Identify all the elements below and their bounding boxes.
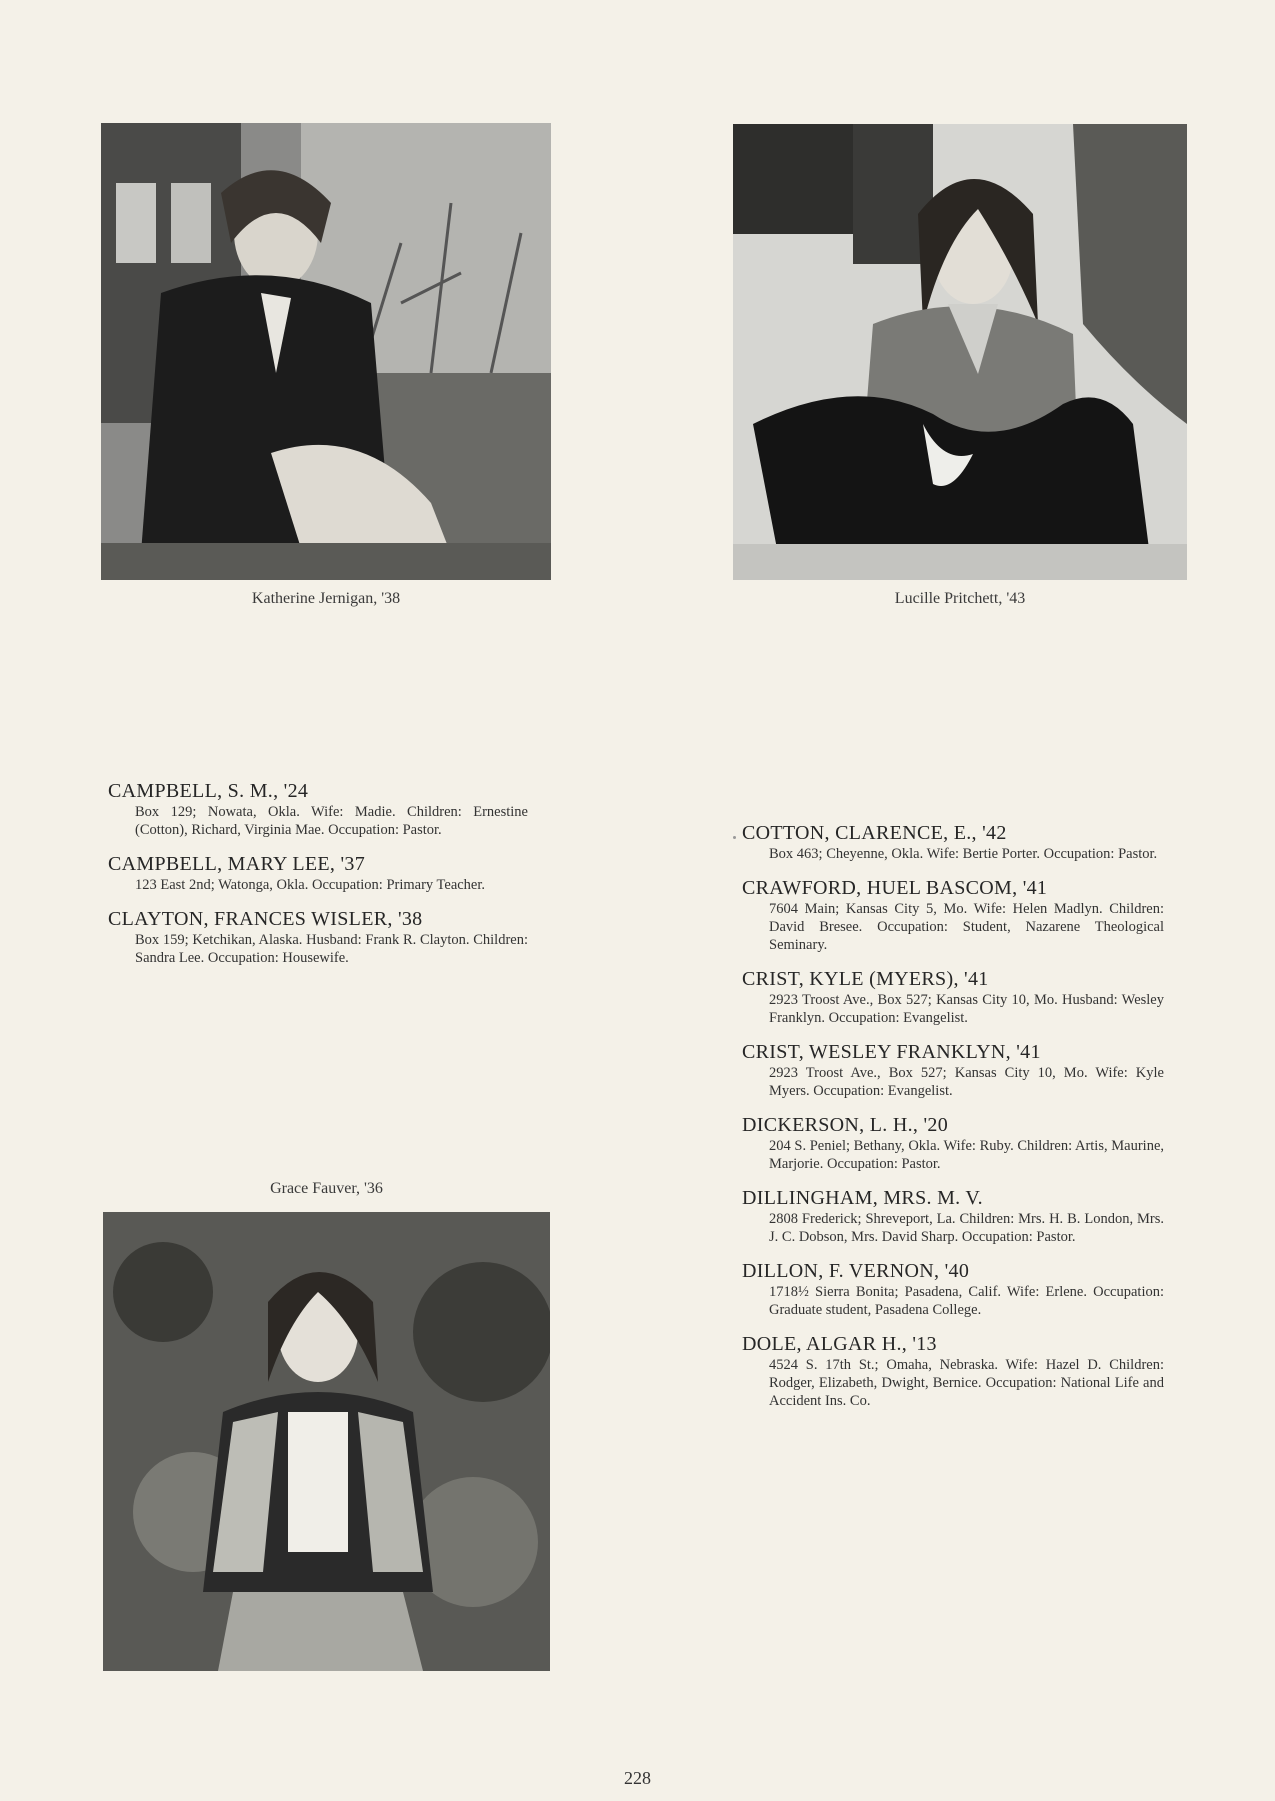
directory-entry [742,1333,1164,1410]
photo-grace-fauver [103,1212,550,1671]
entry-name: DILLON, F. VERNON, '40 [742,1260,970,1282]
entry-name: CRIST, WESLEY FRANKLYN, '41 [742,1041,1041,1063]
directory-entry [742,1041,1164,1100]
photo-lucille-pritchett [733,124,1187,580]
entry-name: COTTON, CLARENCE, E., '42 [742,822,1007,844]
entry-details: Box 129; Nowata, Okla. Wife: Madie. Children: Ernestine (Cotton), Richard, Virginia Mae. Occupation: Pastor. [135,804,528,838]
entry-name: CLAYTON, FRANCES WISLER, '38 [108,908,423,930]
entry-name: CAMPBELL, MARY LEE, '37 [108,853,365,875]
directory-column-left [108,780,528,981]
portrait-photo-icon [733,124,1187,580]
entry-details: 7604 Main; Kansas City 5, Mo. Wife: Helen Madlyn. Children: David Bresee. Occupation: Student, Nazarene Theological Seminary. [769,901,1164,953]
page-number: 228 [624,1768,651,1788]
directory-entry [742,968,1164,1027]
directory-entry [108,780,528,839]
directory-entry [742,1260,1164,1319]
portrait-photo-icon [101,123,551,580]
photo-caption: Lucille Pritchett, '43 [894,590,1026,607]
entry-name: CRAWFORD, HUEL BASCOM, '41 [742,877,1048,899]
entry-details: 1718½ Sierra Bonita; Pasadena, Calif. Wife: Erlene. Occupation: Graduate student, Pasadena College. [769,1284,1164,1318]
directory-entry [108,853,528,894]
directory-entry [742,1114,1164,1173]
entry-name: DICKERSON, L. H., '20 [742,1114,949,1136]
entry-details: 204 S. Peniel; Bethany, Okla. Wife: Ruby. Children: Artis, Maurine, Marjorie. Occupation: Pastor. [769,1138,1164,1172]
photo-katherine-jernigan [101,123,551,580]
directory-entry [742,877,1164,954]
photo-caption: Grace Fauver, '36 [270,1180,383,1197]
entry-name: CAMPBELL, S. M., '24 [108,780,309,802]
entry-details: 123 East 2nd; Watonga, Okla. Occupation: Primary Teacher. [135,877,486,893]
entry-details: 2923 Troost Ave., Box 527; Kansas City 10, Mo. Husband: Wesley Franklyn. Occupation: Evangelist. [769,992,1164,1026]
photo-caption: Katherine Jernigan, '38 [251,590,401,607]
entry-details: 2923 Troost Ave., Box 527; Kansas City 10, Mo. Wife: Kyle Myers. Occupation: Evangelist. [769,1065,1164,1099]
entry-details: 2808 Frederick; Shreveport, La. Children: Mrs. H. B. London, Mrs. J. C. Dobson, Mrs. David Sharp. Occupation: Pastor. [769,1211,1164,1245]
entry-details: 4524 S. 17th St.; Omaha, Nebraska. Wife: Hazel D. Children: Rodger, Elizabeth, Dwight, Bernice. Occupation: National Life and Accident Ins. Co. [769,1357,1164,1409]
entry-name: DILLINGHAM, MRS. M. V. [742,1187,983,1209]
margin-mark [733,836,736,839]
entry-details: Box 159; Ketchikan, Alaska. Husband: Frank R. Clayton. Children: Sandra Lee. Occupation: Housewife. [135,932,528,966]
directory-entry [742,1187,1164,1246]
entry-name: DOLE, ALGAR H., '13 [742,1333,937,1355]
directory-entry [108,908,528,967]
portrait-photo-icon [103,1212,550,1671]
directory-entry [742,822,1164,863]
entry-name: CRIST, KYLE (MYERS), '41 [742,968,989,990]
entry-details: Box 463; Cheyenne, Okla. Wife: Bertie Porter. Occupation: Pastor. [769,846,1158,862]
directory-column-right [742,822,1164,1424]
